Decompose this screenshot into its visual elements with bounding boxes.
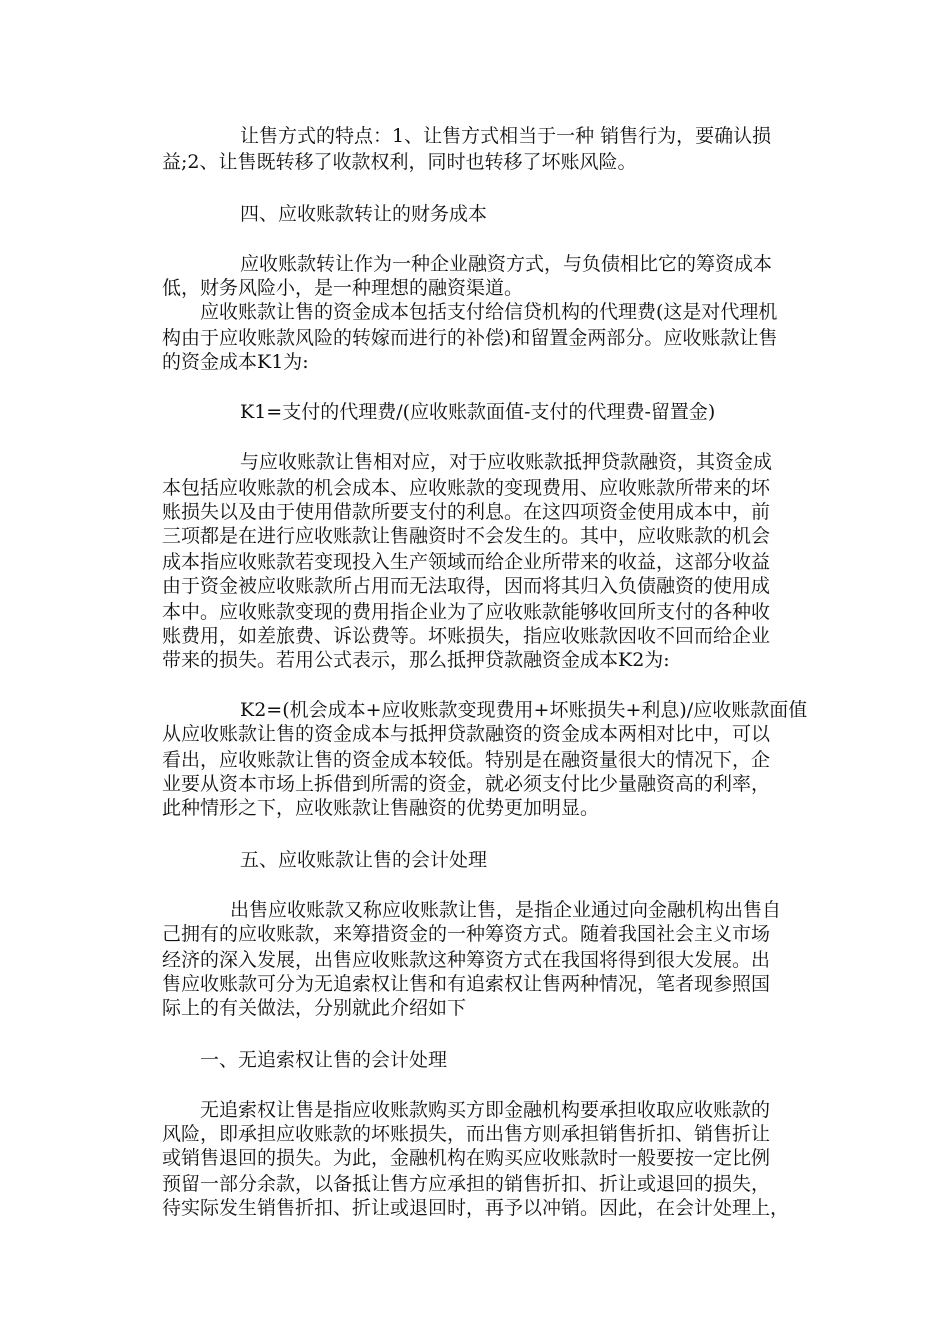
text-line: 应收账款让售的资金成本包括支付给信贷机构的代理费(这是对代理机 (200, 301, 778, 323)
text-line: 风险，即承担应收账款的坏账损失，而出售方则承担销售折扣、销售折让 (162, 1123, 771, 1145)
formula-k1: K1=支付的代理费/(应收账款面值-支付的代理费-留置金) (240, 401, 716, 423)
text-line: 低，财务风险小，是一种理想的融资渠道。 (162, 277, 524, 299)
text-line: 由于资金被应收账款所占用而无法取得，因而将其归入负债融资的使用成 (162, 575, 771, 597)
text-line: 看出，应收账款让售的资金成本较低。特别是在融资量很大的情况下，企 (162, 749, 771, 771)
text-line: 本包括应收账款的机会成本、应收账款的变现费用、应收账款所带来的坏 (162, 477, 771, 499)
text-line: 从应收账款让售的资金成本与抵押贷款融资的资金成本两相对比中，可以 (162, 723, 771, 745)
section-heading: 一、无追索权让售的会计处理 (200, 1049, 448, 1071)
text-line: 业要从资本市场上拆借到所需的资金，就必须支付比少量融资高的利率， (162, 773, 771, 795)
text-line: 待实际发生销售折扣、折让或退回时，再予以冲销。因此，在会计处理上， (162, 1197, 790, 1219)
text-line: 己拥有的应收账款，来筹措资金的一种筹资方式。随着我国社会主义市场 (162, 923, 771, 945)
text-line: 经济的深入发展，出售应收账款这种筹资方式在我国将得到很大发展。出 (162, 949, 771, 971)
text-line: 出售应收账款又称应收账款让售，是指企业通过向金融机构出售自 (230, 899, 782, 921)
text-line: 让售方式的特点：1、让售方式相当于一种 销售行为，要确认损 (240, 125, 772, 147)
section-heading: 四、应收账款转让的财务成本 (240, 203, 488, 225)
text-line: 的资金成本K1为: (162, 351, 309, 373)
text-line: 或销售退回的损失。为此，金融机构在购买应收账款时一般要按一定比例 (162, 1147, 771, 1169)
text-line: 应收账款转让作为一种企业融资方式，与负债相比它的筹资成本 (240, 253, 773, 275)
text-line: 此种情形之下，应收账款让售融资的优势更加明显。 (162, 797, 600, 819)
section-heading: 五、应收账款让售的会计处理 (240, 849, 488, 871)
text-line: 带来的损失。若用公式表示，那么抵押贷款融资金成本K2为: (162, 649, 670, 671)
text-line: 售应收账款可分为无追索权让售和有追索权让售两种情况，笔者现参照国 (162, 973, 771, 995)
text-line: 账费用，如差旅费、诉讼费等。坏账损失，指应收账款因收不回而给企业 (162, 625, 771, 647)
text-line: 本中。应收账款变现的费用指企业为了应收账款能够收回所支付的各种收 (162, 601, 771, 623)
text-line: 际上的有关做法，分别就此介绍如下 (162, 997, 467, 1019)
formula-k2: K2=(机会成本+应收账款变现费用+坏账损失+利息)/应收账款面值 (240, 699, 808, 721)
text-line: 益;2、让售既转移了收款权利，同时也转移了坏账风险。 (162, 151, 637, 173)
text-line: 预留一部分余款，以备抵让售方应承担的销售折扣、折让或退回的损失， (162, 1173, 771, 1195)
text-line: 三项都是在进行应收账款让售融资时不会发生的。其中，应收账款的机会 (162, 525, 771, 547)
text-line: 成本指应收账款若变现投入生产领域而给企业所带来的收益，这部分收益 (162, 551, 771, 573)
text-line: 账损失以及由于使用借款所要支付的利息。在这四项资金使用成本中，前 (162, 501, 771, 523)
text-line: 无追索权让售是指应收账款购买方即金融机构要承担收取应收账款的 (200, 1099, 771, 1121)
text-line: 构由于应收账款风险的转嫁而进行的补偿)和留置金两部分。应收账款让售 (162, 327, 778, 349)
text-line: 与应收账款让售相对应，对于应收账款抵押贷款融资，其资金成 (240, 451, 773, 473)
